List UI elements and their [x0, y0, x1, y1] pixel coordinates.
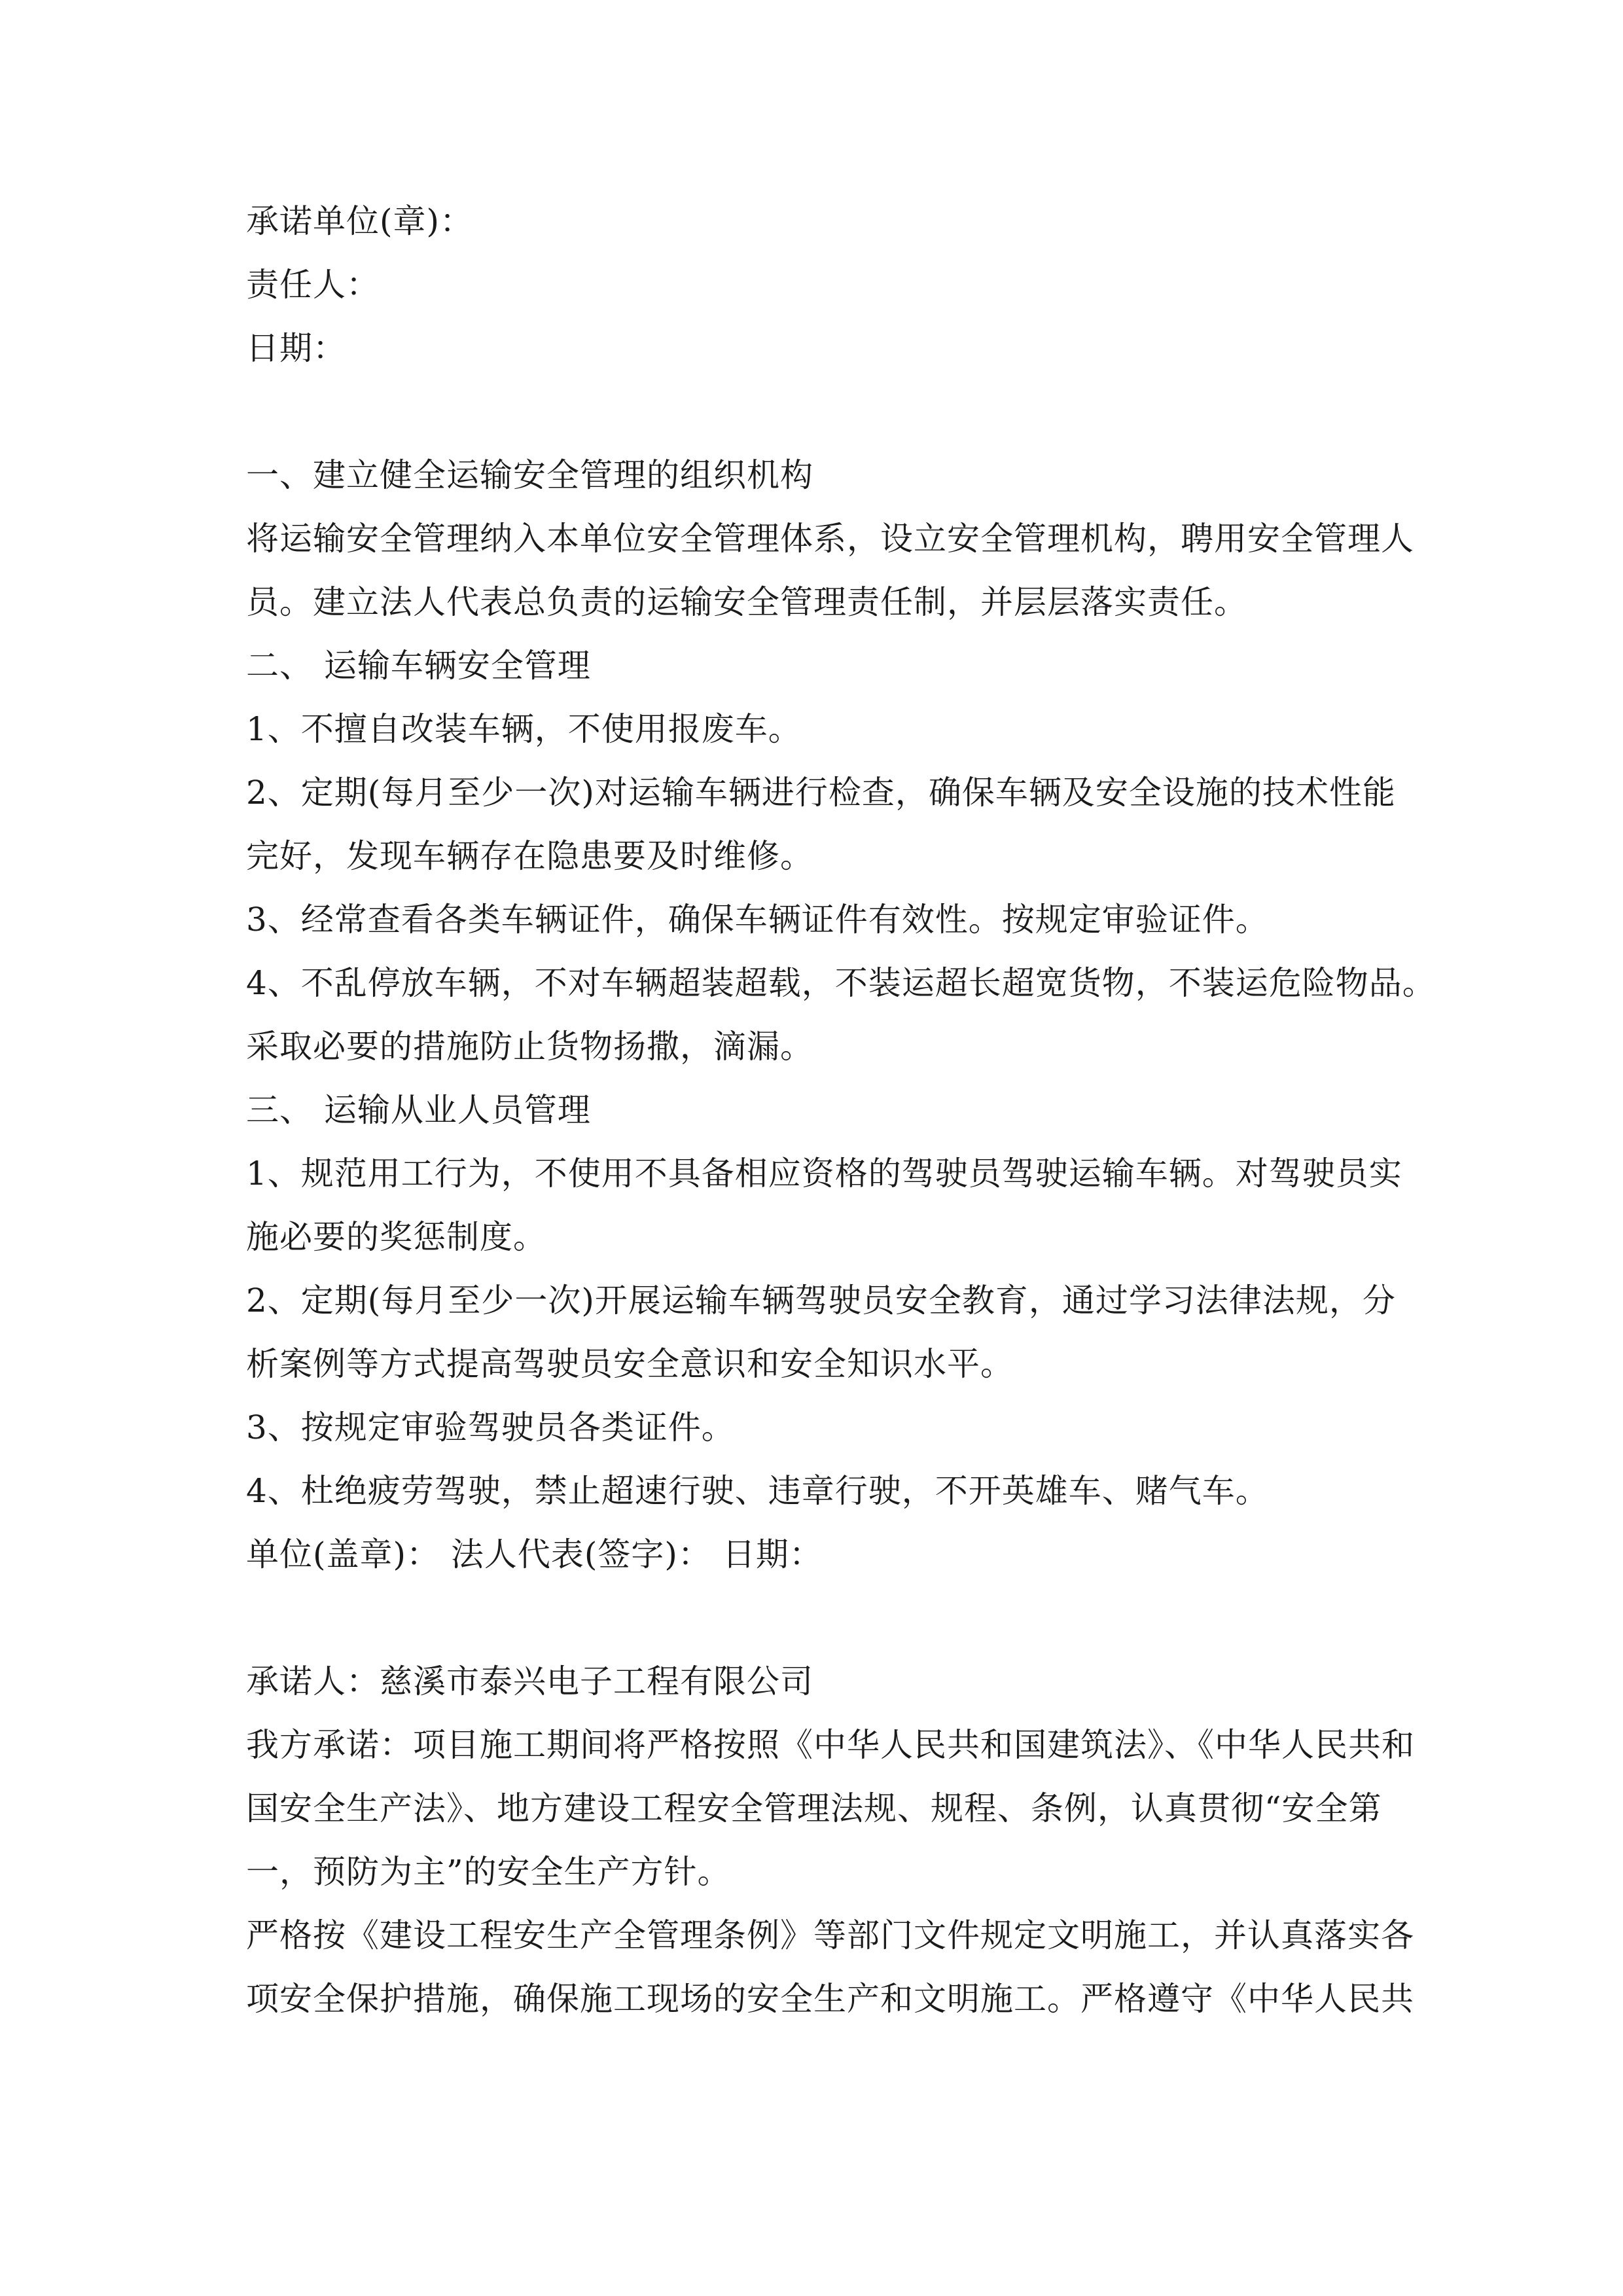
section2-line: 完好，发现车辆存在隐患要及时维修。 [246, 837, 813, 875]
section2-heading: 二、 运输车辆安全管理 [246, 647, 591, 685]
section1-heading: 一、建立健全运输安全管理的组织机构 [246, 456, 813, 494]
section3-line: 4、杜绝疲劳驾驶，禁止超速行驶、违章行驶，不开英雄车、赌气车。 [246, 1472, 1269, 1510]
section2-line: 采取必要的措施防止货物扬撒，滴漏。 [246, 1028, 813, 1066]
spacer [246, 1587, 1391, 1650]
section1-line: 员。建立法人代表总负责的运输安全管理责任制，并层层落实责任。 [246, 583, 1247, 621]
section3-line: 施必要的奖惩制度。 [246, 1218, 546, 1256]
section2-line: 3、经常查看各类车辆证件，确保车辆证件有效性。按规定审验证件。 [246, 901, 1269, 939]
section3-line: 3、按规定审验驾驶员各类证件。 [246, 1408, 735, 1446]
section3-heading: 三、 运输从业人员管理 [246, 1091, 591, 1129]
pledge-text-line: 一，预防为主”的安全生产方针。 [246, 1853, 731, 1891]
pledge-text-line: 国安全生产法》、地方建设工程安全管理法规、规程、条例，认真贯彻“安全第 [246, 1789, 1382, 1827]
section2-line: 4、不乱停放车辆，不对车辆超装超载，不装运超长超宽货物，不装运危险物品。 [246, 964, 1436, 1002]
signature-line: 单位(盖章)： 法人代表(签字)： 日期： [246, 1535, 823, 1573]
pledge-text-line: 严格按《建设工程安生产全管理条例》等部门文件规定文明施工，并认真落实各 [246, 1916, 1414, 1954]
section3-line: 析案例等方式提高驾驶员安全意识和安全知识水平。 [246, 1345, 1014, 1383]
pledge-text-line: 项安全保护措施，确保施工现场的安全生产和文明施工。严格遵守《中华人民共 [246, 1980, 1414, 2018]
section3-line: 1、规范用工行为，不使用不具备相应资格的驾驶员驾驶运输车辆。对驾驶员实 [246, 1155, 1402, 1193]
section2-line: 2、定期(每月至少一次)对运输车辆进行检查，确保车辆及安全设施的技术性能 [246, 774, 1396, 812]
pledger-line: 承诺人：慈溪市泰兴电子工程有限公司 [246, 1662, 813, 1700]
date-line: 日期： [246, 329, 346, 367]
section1-line: 将运输安全管理纳入本单位安全管理体系，设立安全管理机构，聘用安全管理人 [246, 520, 1414, 558]
responsible-person-line: 责任人： [246, 266, 380, 304]
section3-line: 2、定期(每月至少一次)开展运输车辆驾驶员安全教育，通过学习法律法规，分 [246, 1282, 1396, 1319]
pledge-text-line: 我方承诺：项目施工期间将严格按照《中华人民共和国建筑法》、《中华人民共和 [246, 1726, 1415, 1764]
spacer [246, 380, 1391, 444]
unit-seal-line: 承诺单位(章)： [246, 202, 474, 240]
section2-line: 1、不擅自改装车辆，不使用报废车。 [246, 710, 802, 748]
document-page [246, 190, 1436, 2031]
